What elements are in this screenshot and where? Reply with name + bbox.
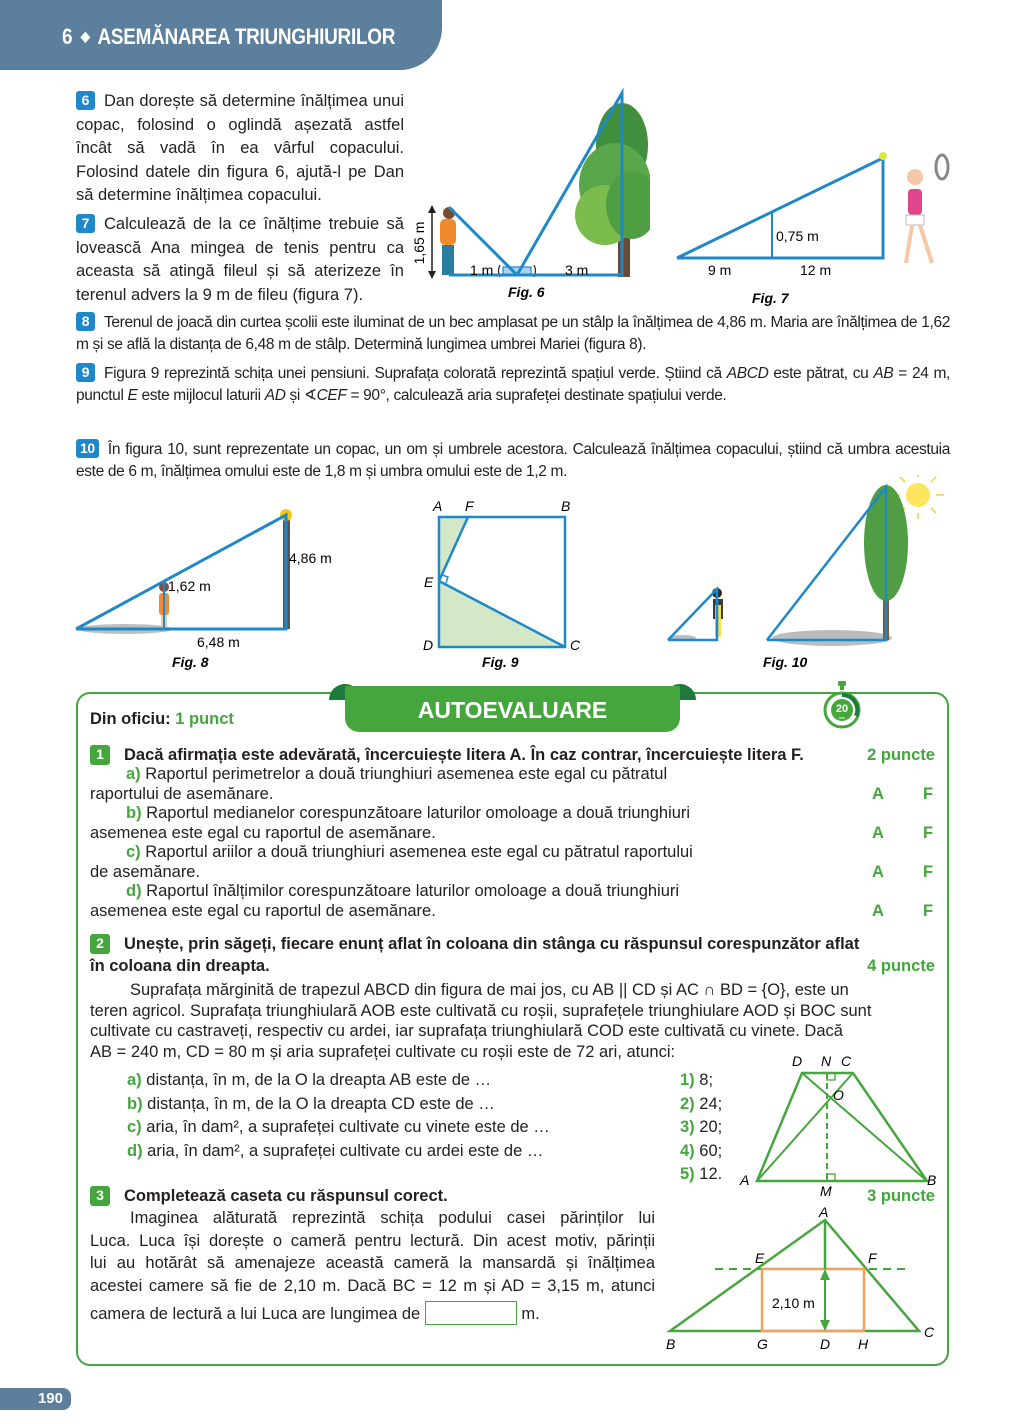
question-3-body-line: Imaginea alăturată reprezintă schița podului casei părinților lui (130, 1209, 655, 1227)
item-text: aria, în dam², a suprafeței cultivate cu vinete este de … (146, 1118, 550, 1136)
fig7-left-label: 9 m (708, 262, 732, 278)
question-3-answer-unit: m. (521, 1305, 540, 1323)
match-right-item[interactable] (680, 1163, 740, 1187)
item-value: 60; (699, 1141, 723, 1160)
question-3-body-line: acestei camere să fie de 2,10 m. Dacă BC = 12 m și AD = 3,15 m, atunci (90, 1276, 655, 1295)
point-c-label: C (841, 1053, 852, 1069)
fig8-base-label: 6,48 m (197, 634, 240, 650)
attic-figure (660, 1200, 940, 1360)
item-letter: b) (126, 804, 142, 822)
match-right-item[interactable] (680, 1116, 740, 1140)
exercise-9-text: = 24 m, punctul (76, 365, 950, 404)
exercise-7 (76, 213, 404, 307)
exercise-8-text: Terenul de joacă din curtea școlii este iluminat de un bec amplasat pe un stâlp la înălțimea de 4,86 m. Maria are înălțimea de 1,62 m și se află la distanța de 6,48 m de stâlp. Determină lungimea umbrei Mariei (figura 8). (76, 314, 950, 353)
arrow-up-icon (820, 1269, 830, 1280)
fig6-caption: Fig. 6 (508, 284, 545, 300)
point-o-label: O (833, 1087, 844, 1103)
question-number-badge: 1 (90, 745, 110, 765)
autoevaluare-title: AUTOEVALUARE (345, 686, 680, 732)
fig7-right-label: 12 m (800, 262, 832, 278)
option-a-true[interactable]: A (872, 902, 884, 920)
match-right-item[interactable] (680, 1093, 740, 1117)
match-right-item[interactable] (680, 1140, 740, 1164)
point-d-label: D (792, 1053, 803, 1069)
point-b-label: B (561, 498, 571, 514)
question-2-instruction-continued: în coloana din dreapta. (90, 957, 270, 975)
math-ab: AB (873, 365, 894, 382)
item-number: 5) (680, 1165, 695, 1183)
point-a-label: A (433, 498, 443, 514)
point-e-label: E (755, 1250, 765, 1266)
math-cef: CEF (316, 387, 347, 404)
math-ad: AD (264, 387, 286, 404)
option-a-true[interactable]: A (872, 785, 884, 803)
math-e: E (127, 387, 138, 404)
tennis-player-illustration (906, 155, 948, 263)
figure-7 (660, 145, 970, 310)
math-abcd: ABCD (726, 365, 769, 382)
option-f-false[interactable]: F (923, 902, 934, 920)
option-f-false[interactable]: F (923, 824, 934, 842)
point-h-label: H (858, 1336, 869, 1352)
point-a-label: A (819, 1204, 829, 1220)
page-number: 190 (0, 1388, 71, 1410)
question-1-points: 2 puncte (867, 746, 935, 764)
din-oficiu (90, 710, 234, 729)
chapter-title (62, 24, 395, 50)
exercise-7-text: Calculează de la ce înălțime trebuie să lovească Ana mingea de tenis pentru ca aceasta să atingă fileul și să aterizeze în terenul advers la 9 m de fileu (figura 7). (76, 215, 404, 304)
option-f-false[interactable]: F (923, 863, 934, 881)
match-right-item[interactable] (680, 1069, 740, 1093)
answer-input-box[interactable] (425, 1301, 517, 1325)
figure-9 (415, 495, 590, 680)
tree-illustration (575, 103, 650, 277)
exercise-number-badge: 9 (76, 363, 95, 382)
point-a-label: A (740, 1172, 750, 1188)
exercise-9-text: este pătrat, cu (768, 365, 874, 382)
fig8-caption: Fig. 8 (172, 654, 209, 670)
point-b-label: B (927, 1172, 937, 1188)
fig10-caption: Fig. 10 (763, 654, 808, 670)
tennis-ball-icon (879, 152, 887, 160)
item-letter: a) (127, 1071, 142, 1089)
point-n-label: N (821, 1053, 832, 1069)
match-left-item[interactable] (127, 1093, 607, 1117)
question-3-body-line: lui au hotărât să amenajeze această cameră la mansardă și înălțimea (90, 1254, 655, 1272)
din-oficiu-label: Din oficiu: (90, 710, 171, 728)
item-number: 2) (680, 1094, 695, 1113)
arrow-down-icon (820, 1320, 830, 1331)
item-text: aria, în dam², a suprafeței cultivate cu ardei este de … (147, 1141, 544, 1160)
question-number-badge: 2 (90, 934, 110, 954)
option-f-false[interactable]: F (923, 785, 934, 803)
question-3-answer-line (90, 1301, 540, 1327)
point-b-label: B (666, 1336, 676, 1352)
figure-6 (410, 85, 650, 310)
exercise-9-text: Figura 9 reprezintă schița unei pensiuni. Suprafața colorată reprezintă spațiul verde. Știind că (104, 365, 727, 382)
item-text: Raportul ariilor a două triunghiuri asemenea este egal cu pătratul raportului (145, 843, 693, 861)
fig6-height-label: 1,65 m (411, 221, 427, 265)
item-text: distanța, în m, de la O la dreapta AB este de … (146, 1071, 492, 1089)
fig10-small-triangle (668, 589, 717, 640)
question-3-instruction: Completează caseta cu răspunsul corect. (124, 1187, 448, 1205)
exercise-number-badge: 10 (76, 439, 99, 458)
item-number: 1) (680, 1071, 695, 1089)
question-3-answer-prefix: camera de lectură a lui Luca are lungimea de (90, 1305, 421, 1323)
stopwatch-icon (822, 680, 862, 730)
item-value: 24; (699, 1094, 723, 1113)
match-left-item[interactable] (127, 1116, 607, 1140)
question-1-header (90, 744, 935, 766)
fig7-caption: Fig. 7 (752, 290, 789, 306)
question-2-header (90, 933, 935, 977)
item-text-continued: raportului de asemănare. (90, 784, 274, 803)
question-2-body-line: cultivate cu castraveți, respectiv cu ardei, iar suprafața triunghiulară COD este cultivată cu vinete. Dacă (90, 1022, 843, 1040)
item-letter: d) (127, 1141, 143, 1160)
item-letter: b) (127, 1094, 143, 1113)
question-1-item-c (90, 843, 935, 882)
exercise-8 (76, 312, 950, 356)
point-c-label: C (924, 1324, 935, 1340)
item-letter: c) (127, 1118, 142, 1136)
question-3-body (90, 1207, 655, 1297)
item-letter: d) (126, 882, 142, 900)
question-number-badge: 3 (90, 1186, 110, 1206)
exercise-9-text: este mijlocul laturii (137, 387, 265, 404)
question-2-body-line: AB = 240 m, CD = 80 m și aria suprafeței cultivate cu roșii este de 72 ari, atunci: (90, 1042, 676, 1061)
question-1-item-d (90, 882, 935, 921)
question-2-points: 4 puncte (867, 957, 935, 975)
fig8-triangle (76, 515, 286, 629)
item-number: 3) (680, 1118, 695, 1136)
timer-unit: min (838, 715, 846, 720)
diamond-separator-icon: ◆ (80, 28, 90, 44)
item-text: Raportul înălțimilor corespunzătoare laturilor omoloage a două triunghiuri (146, 882, 680, 900)
point-f-label: F (465, 498, 474, 514)
din-oficiu-points: 1 punct (175, 710, 234, 728)
fig7-net-label: 0,75 m (776, 228, 819, 244)
point-g-label: G (757, 1336, 768, 1352)
item-value: 8; (699, 1071, 714, 1089)
exercise-number-badge: 6 (76, 91, 95, 110)
item-text: distanța, în m, de la O la dreapta CD este de … (147, 1094, 495, 1113)
timer-value: 20 (835, 703, 849, 715)
exercise-6-text: Dan dorește să determine înălțimea unui copac, folosind o oglindă așezată astfel încât să vadă în ea vârful copacului. Folosind datele din figura 6, ajută-l pe Dan să determine înălțimea copacului. (76, 92, 404, 204)
chapter-number: 6 (62, 24, 73, 49)
question-1-item-b (90, 804, 935, 843)
item-text-continued: asemenea este egal cu raportul de asemănare. (90, 823, 436, 842)
item-text-continued: asemenea este egal cu raportul de asemănare. (90, 901, 436, 920)
question-3-points: 3 puncte (867, 1187, 935, 1205)
figure-10 (660, 475, 950, 680)
exercise-10-text: În figura 10, sunt reprezentate un copac, un om și umbrele acestora. Calculează înălțimea copacului, știind că umbra acestuia este de 6 m, înălțimea omului este de 1,8 m și umbra omului este de 1,2 m. (76, 441, 950, 480)
exercise-number-badge: 8 (76, 312, 95, 331)
item-letter: c) (126, 843, 141, 861)
arrow-up-icon (428, 205, 436, 213)
room-height-label: 2,10 m (772, 1295, 815, 1311)
question-1-item-a (90, 765, 935, 804)
question-2-body-line: teren agricol. Suprafața triunghiulară AOB este cultivată cu roșii, suprafețele triunghiulare AOD și BOC sunt (90, 1001, 872, 1020)
figure-8 (60, 495, 380, 680)
triangle-abc (670, 1220, 919, 1331)
item-letter: a) (126, 765, 141, 783)
question-1-instruction: Dacă afirmația este adevărată, încercuiește litera A. În caz contrar, încercuiește litera F. (124, 746, 804, 764)
option-a-true[interactable]: A (872, 824, 884, 842)
exercise-9-text: și ∢ (285, 387, 317, 404)
match-left-item[interactable] (127, 1069, 607, 1093)
trapezoid-figure (735, 1048, 945, 1200)
exercise-number-badge: 7 (76, 214, 95, 233)
fig6-left-label: 1 m (470, 262, 494, 278)
item-text-continued: de asemănare. (90, 862, 201, 881)
exercise-9-text: = 90°, calculează aria suprafeței destinate spațiului verde. (346, 387, 727, 404)
item-text: Raportul medianelor corespunzătoare laturilor omoloage a două triunghiuri (146, 804, 691, 822)
exercise-9 (76, 363, 950, 407)
match-left-item[interactable] (127, 1140, 607, 1164)
item-text: Raportul perimetrelor a două triunghiuri asemenea este egal cu pătratul (145, 765, 668, 783)
point-d-label: D (820, 1336, 831, 1352)
option-a-true[interactable]: A (872, 863, 884, 881)
item-number: 4) (680, 1141, 695, 1160)
point-d-label: D (423, 637, 434, 653)
point-e-label: E (424, 574, 434, 590)
fig8-girl-label: 1,62 m (168, 578, 211, 594)
person-illustration (440, 207, 456, 275)
fig6-right-label: 3 m (565, 262, 589, 278)
question-2-left-column (127, 1069, 607, 1163)
point-c-label: C (570, 637, 581, 653)
fig8-pole-label: 4,86 m (289, 550, 332, 566)
question-3-body-line: Luca. Luca își dorește o cameră pentru lectură. Din acest motiv, părinții (90, 1231, 655, 1250)
question-2-body-line: Suprafața mărginită de trapezul ABCD din figura de mai jos, cu AB || CD și AC ∩ BD = {O}, este un (130, 981, 849, 999)
point-m-label: M (820, 1183, 832, 1199)
arrow-down-icon (428, 271, 436, 279)
question-2-instruction: Unește, prin săgeți, fiecare enunț aflat în coloana din stânga cu răspunsul corespunzător aflat (124, 935, 860, 953)
tree-shadow (772, 630, 892, 646)
item-value: 12. (699, 1165, 723, 1183)
item-value: 20; (699, 1118, 723, 1136)
exercise-6 (76, 90, 404, 208)
question-2-right-column (680, 1069, 740, 1187)
point-f-label: F (868, 1250, 877, 1266)
chapter-title-text: ASEMĂNAREA TRIUNGHIURILOR (97, 24, 396, 49)
fig9-caption: Fig. 9 (482, 654, 519, 670)
